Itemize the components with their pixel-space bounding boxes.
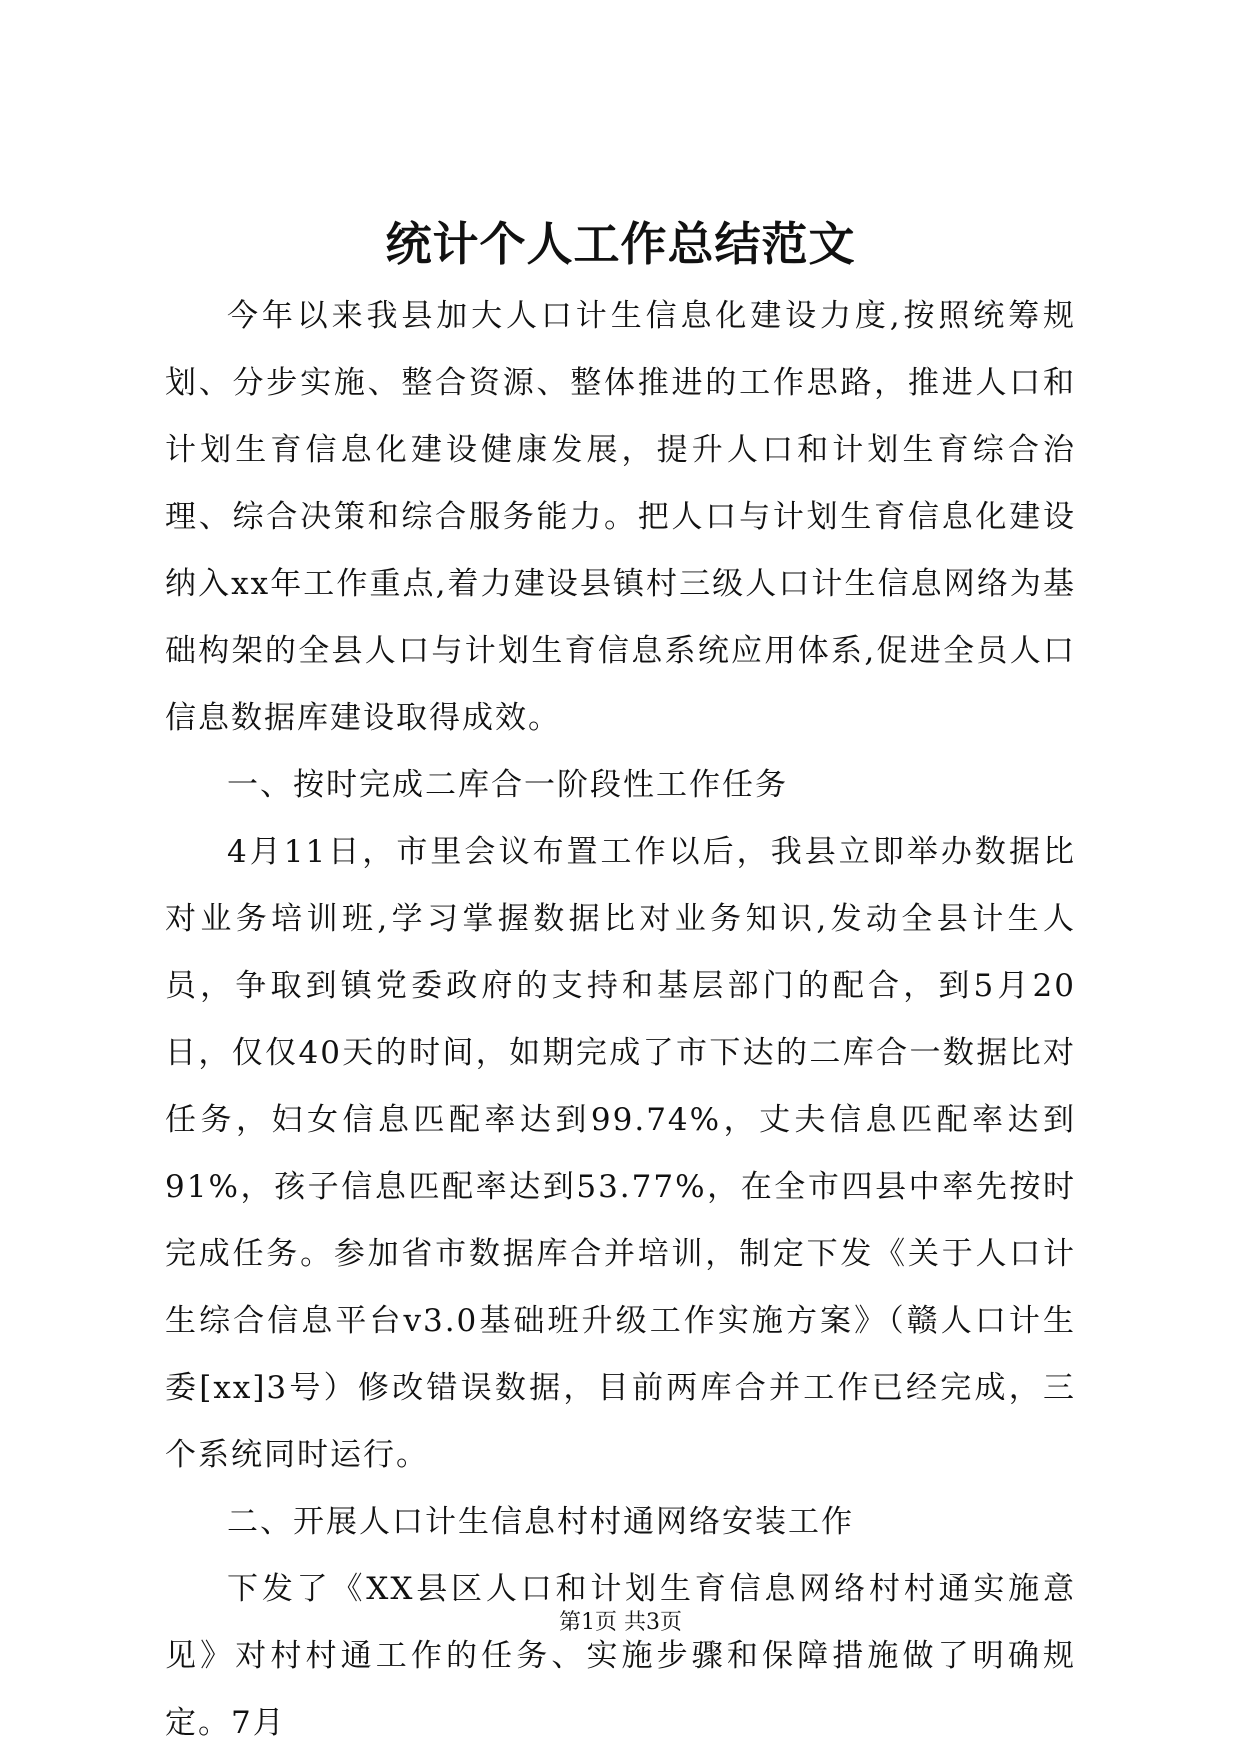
paragraph-section-2: 下发了《XX县区人口和计划生育信息网络村村通实施意见》对村村通工作的任务、实施步骤和保障措施做了明确规定。7月	[165, 1571, 1076, 1741]
page-number-footer: 第1页 共3页	[559, 1610, 682, 1635]
paragraph-section-1: 4月11日，市里会议布置工作以后，我县立即举办数据比对业务培训班,学习掌握数据比对业务知识,发动全县计生人员，争取到镇党委政府的支持和基层部门的配合，到5月20日，仅仅40天的时间，如期完成了市下达的二库合一数据比对任务，妇女信息匹配率达到99.74%，丈夫信息匹配率达到91%，孩子信息匹配率达到53.77%，在全市四县中率先按时完成任务。参加省市数据库合并培训，制定下发《关于人口计生综合信息平台v3.0基础班升级工作实施方案》（赣人口计生委[xx]3号）修改错误数据，目前两库合并工作已经完成，三个系统同时运行。	[165, 834, 1076, 1473]
document-title: 统计个人工作总结范文	[385, 217, 856, 271]
section-heading-2: 二、开展人口计生信息村村通网络安装工作	[227, 1504, 854, 1540]
document-body	[165, 283, 1076, 1757]
paragraph-intro: 今年以来我县加大人口计生信息化建设力度,按照统筹规划、分步实施、整合资源、整体推进的工作思路，推进人口和计划生育信息化建设健康发展，提升人口和计划生育综合治理、综合决策和综合服务能力。把人口与计划生育信息化建设纳入xx年工作重点,着力建设县镇村三级人口计生信息网络为基础构架的全县人口与计划生育信息系统应用体系,促进全员人口信息数据库建设取得成效。	[165, 298, 1076, 736]
section-heading-1: 一、按时完成二库合一阶段性工作任务	[227, 767, 788, 803]
